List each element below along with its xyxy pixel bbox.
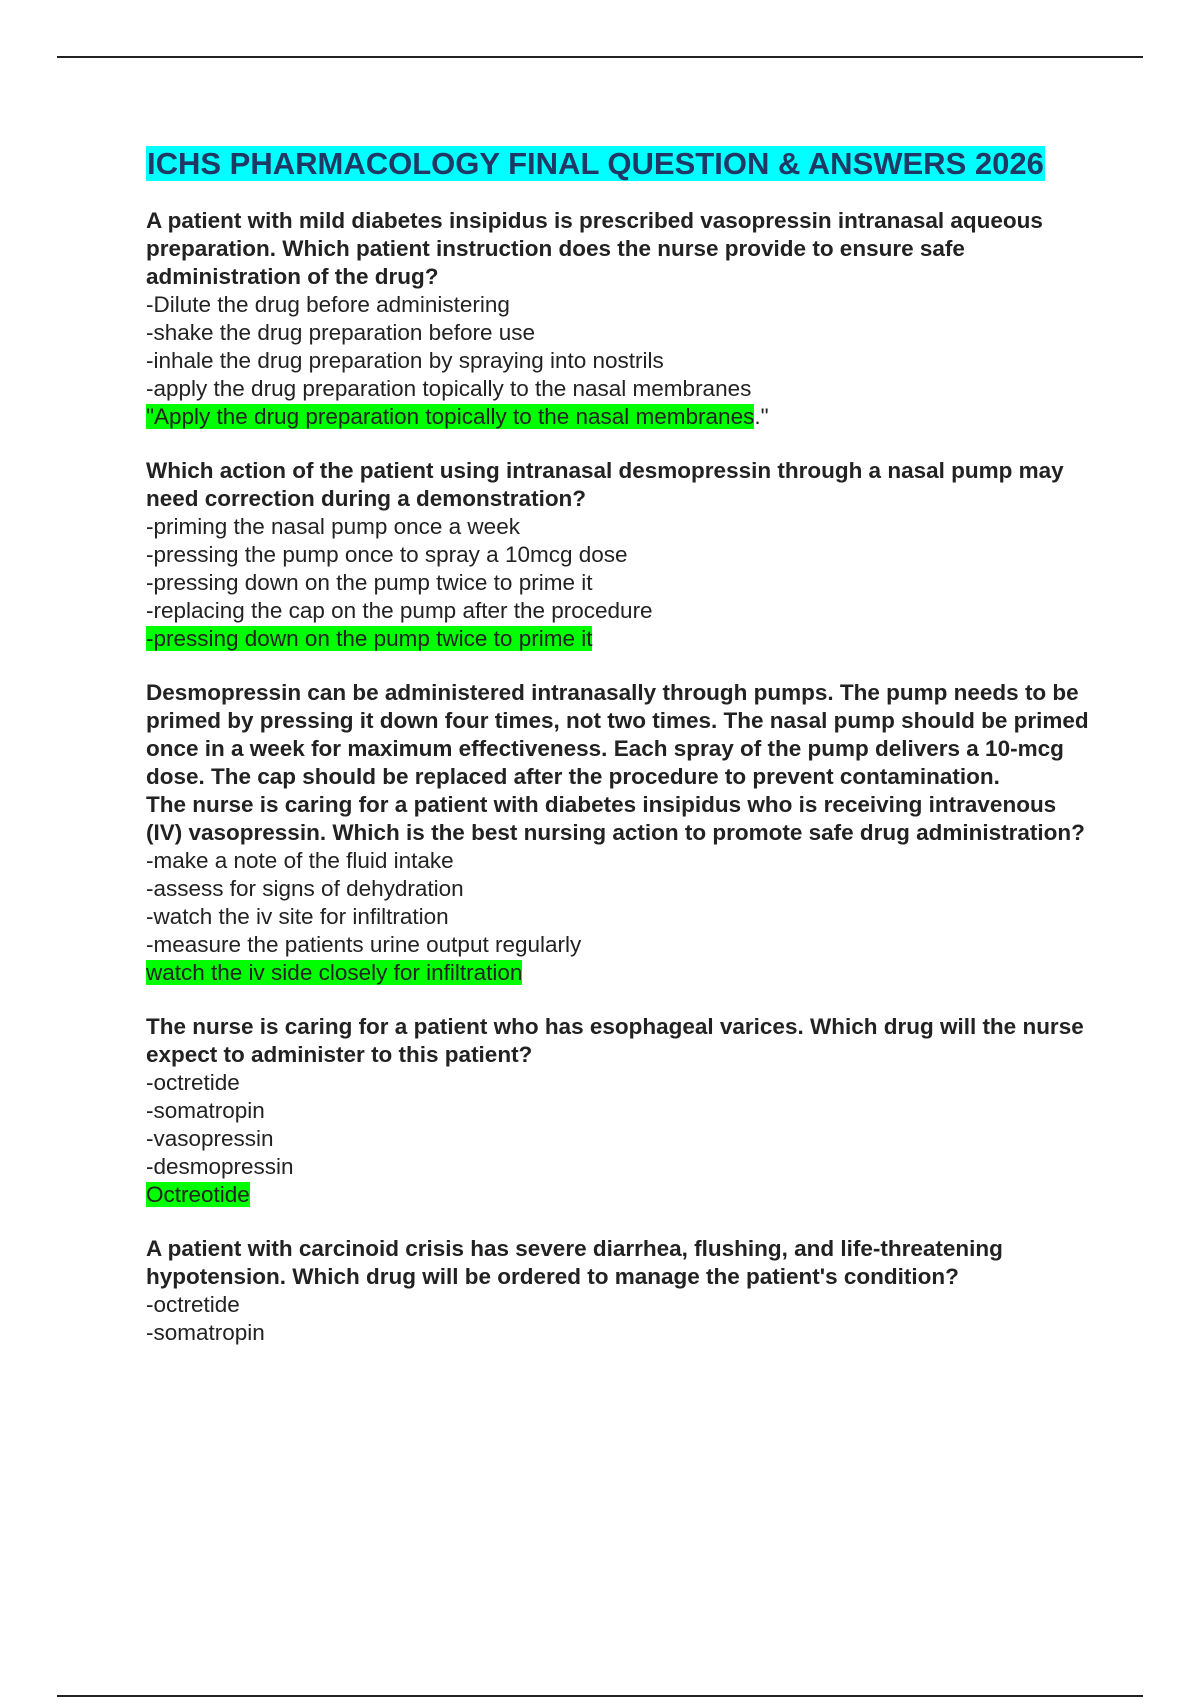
question-text: The nurse is caring for a patient who has esophageal varices. Which drug will the nurse expect to administer to this patient? (146, 1014, 1084, 1067)
question-block-1 (146, 207, 1096, 431)
answer-option: -pressing down on the pump twice to prime it (146, 570, 593, 595)
answer-option: -octretide (146, 1292, 240, 1317)
answer-option: -shake the drug preparation before use (146, 320, 536, 345)
answer-option: -pressing the pump once to spray a 10mcg dose (146, 542, 628, 567)
question-text: A patient with mild diabetes insipidus is prescribed vasopressin intranasal aqueous preparation. Which patient instruction does the nurse provide to ensure safe administration of the drug? (146, 208, 1043, 289)
answer-highlight: watch the iv side closely for infiltration (146, 960, 523, 985)
title-highlight: ICHS PHARMACOLOGY FINAL QUESTION & ANSWERS 2026 (147, 146, 1044, 181)
answer-option: -Dilute the drug before administering (146, 292, 510, 317)
answer-option: -make a note of the fluid intake (146, 848, 454, 873)
answer-highlight: "Apply the drug preparation topically to the nasal membranes (146, 404, 755, 429)
correct-answer (146, 1181, 1096, 1209)
answer-option: -apply the drug preparation topically to the nasal membranes (146, 376, 752, 401)
answer-option: -watch the iv site for infiltration (146, 904, 449, 929)
question-block-3 (146, 791, 1096, 987)
question-text: A patient with carcinoid crisis has severe diarrhea, flushing, and life-threatening hypotension. Which drug will be ordered to manage the patient's condition? (146, 1236, 1003, 1289)
question-block-2 (146, 457, 1096, 653)
answer-highlight: -pressing down on the pump twice to prime it (146, 626, 593, 651)
rationale-text: Desmopressin can be administered intranasally through pumps. The pump needs to be primed by pressing it down four times, not two times. The nasal pump should be primed once in a week for maximum effectiveness. Each spray of the pump delivers a 10-mcg dose. The cap should be replaced after the procedure to prevent contamination. (146, 680, 1089, 789)
answer-option: -desmopressin (146, 1154, 294, 1179)
question-block-5 (146, 1235, 1096, 1347)
header-rule (57, 56, 1143, 58)
correct-answer (146, 403, 1096, 431)
question-text: Which action of the patient using intranasal desmopressin through a nasal pump may need correction during a demonstration? (146, 458, 1064, 511)
correct-answer (146, 625, 1096, 653)
answer-option: -measure the patients urine output regularly (146, 932, 582, 957)
footer-rule (57, 1695, 1143, 1697)
question-block-4 (146, 1013, 1096, 1209)
answer-option: -inhale the drug preparation by spraying into nostrils (146, 348, 664, 373)
document-body (146, 146, 1096, 1347)
answer-option: -assess for signs of dehydration (146, 876, 464, 901)
answer-option: -vasopressin (146, 1126, 274, 1151)
answer-option: -somatropin (146, 1320, 265, 1345)
answer-highlight: Octreotide (146, 1182, 250, 1207)
answer-option: -somatropin (146, 1098, 265, 1123)
answer-tail: ." (754, 404, 769, 429)
correct-answer (146, 959, 1096, 987)
question-text: The nurse is caring for a patient with diabetes insipidus who is receiving intravenous (IV) vasopressin. Which is the best nursing action to promote safe drug administration? (146, 792, 1085, 845)
answer-option: -priming the nasal pump once a week (146, 514, 520, 539)
document-title (146, 146, 1096, 182)
answer-option: -replacing the cap on the pump after the procedure (146, 598, 653, 623)
answer-option: -octretide (146, 1070, 240, 1095)
